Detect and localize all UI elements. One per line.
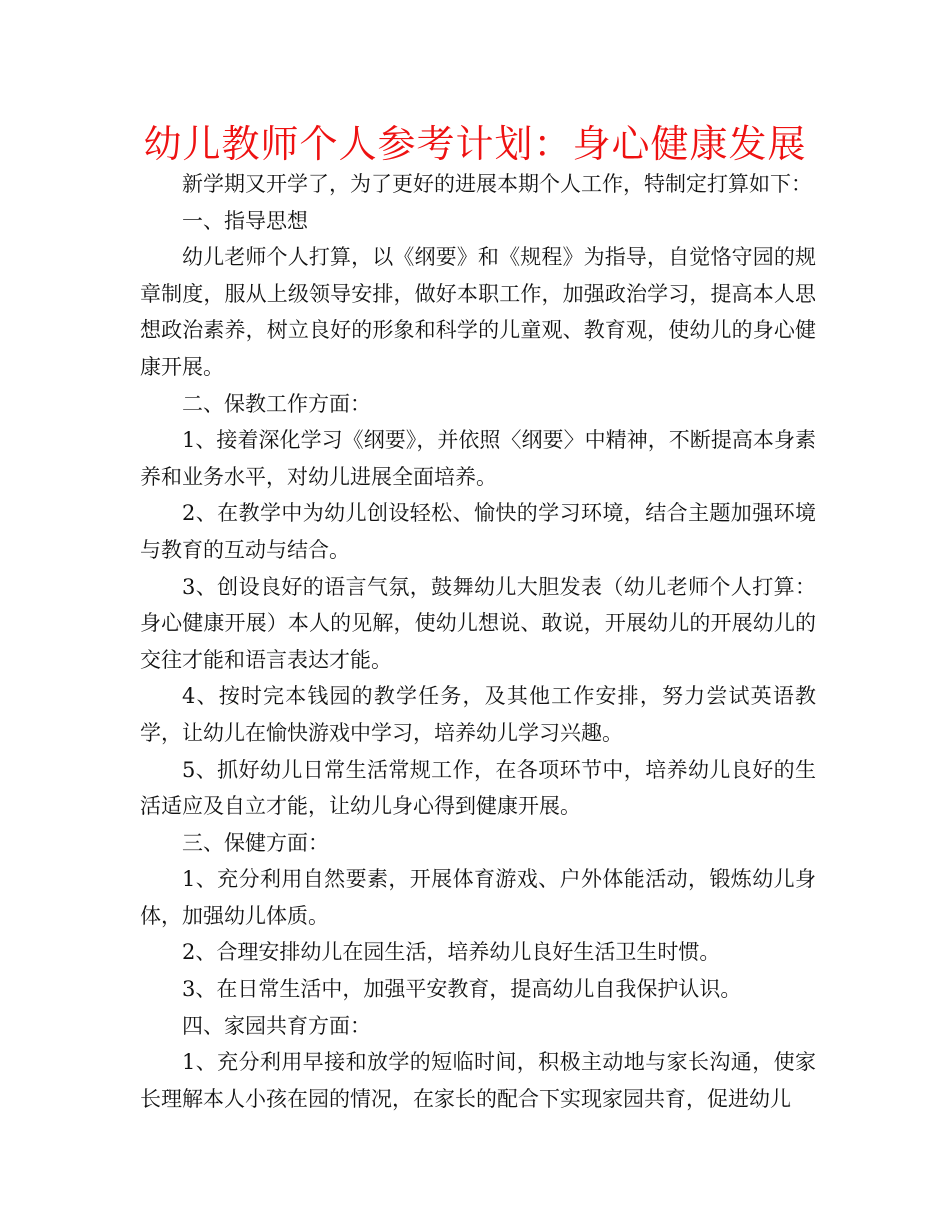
section-heading-teaching-work: 二、保教工作方面： [182,391,371,416]
section-heading-health: 三、保健方面： [182,830,329,855]
section-heading-guiding-thought: 一、指导思想 [182,208,308,233]
paragraph-health-item-2: 2、合理安排幼儿在园生活，培养幼儿良好生活卫生时惯。 [182,940,721,965]
paragraph-health-item-1: 1、充分利用自然要素，开展体育游戏、户外体能活动，锻炼幼儿身体，加强幼儿体质。 [140,867,816,928]
paragraph-guiding-thought: 幼儿老师个人打算，以《纲要》和《规程》为指导，自觉恪守园的规章制度，服从上级领导安排，做好本职工作，加强政治学习，提高本人思想政治素养，树立良好的形象和科学的儿童观、教育观，使幼儿的身心健康开展。 [140,245,816,379]
document-title: 幼儿教师个人参考计划：身心健康发展 [143,122,807,166]
paragraph-health-item-3: 3、在日常生活中，加强平安教育，提高幼儿自我保护认识。 [182,977,742,1002]
paragraph-teaching-item-1: 1、接着深化学习《纲要》，并依照〈纲要〉中精神，不断提高本身素养和业务水平，对幼儿进展全面培养。 [140,428,816,489]
document-body [140,166,816,1117]
paragraph-home-school-item-1: 1、充分利用早接和放学的短临时间，积极主动地与家长沟通，使家长理解本人小孩在园的情况，在家长的配合下实现家园共育，促进幼儿 [140,1050,816,1111]
paragraph-teaching-item-2: 2、在教学中为幼儿创设轻松、愉快的学习环境，结合主题加强环境与教育的互动与结合。 [140,501,816,562]
section-heading-home-school: 四、家园共育方面： [182,1013,371,1038]
paragraph-intro: 新学期又开学了，为了更好的进展本期个人工作，特制定打算如下： [182,172,812,196]
paragraph-teaching-item-4: 4、按时完本钱园的教学任务，及其他工作安排，努力尝试英语教学，让幼儿在愉快游戏中学习，培养幼儿学习兴趣。 [140,684,816,745]
paragraph-teaching-item-5: 5、抓好幼儿日常生活常规工作，在各项环节中，培养幼儿良好的生活适应及自立才能，让幼儿身心得到健康开展。 [140,757,816,819]
paragraph-teaching-item-3: 3、创设良好的语言气氛，鼓舞幼儿大胆发表（幼儿老师个人打算：身心健康开展）本人的见解，使幼儿想说、敢说，开展幼儿的开展幼儿的交往才能和语言表达才能。 [140,574,816,672]
